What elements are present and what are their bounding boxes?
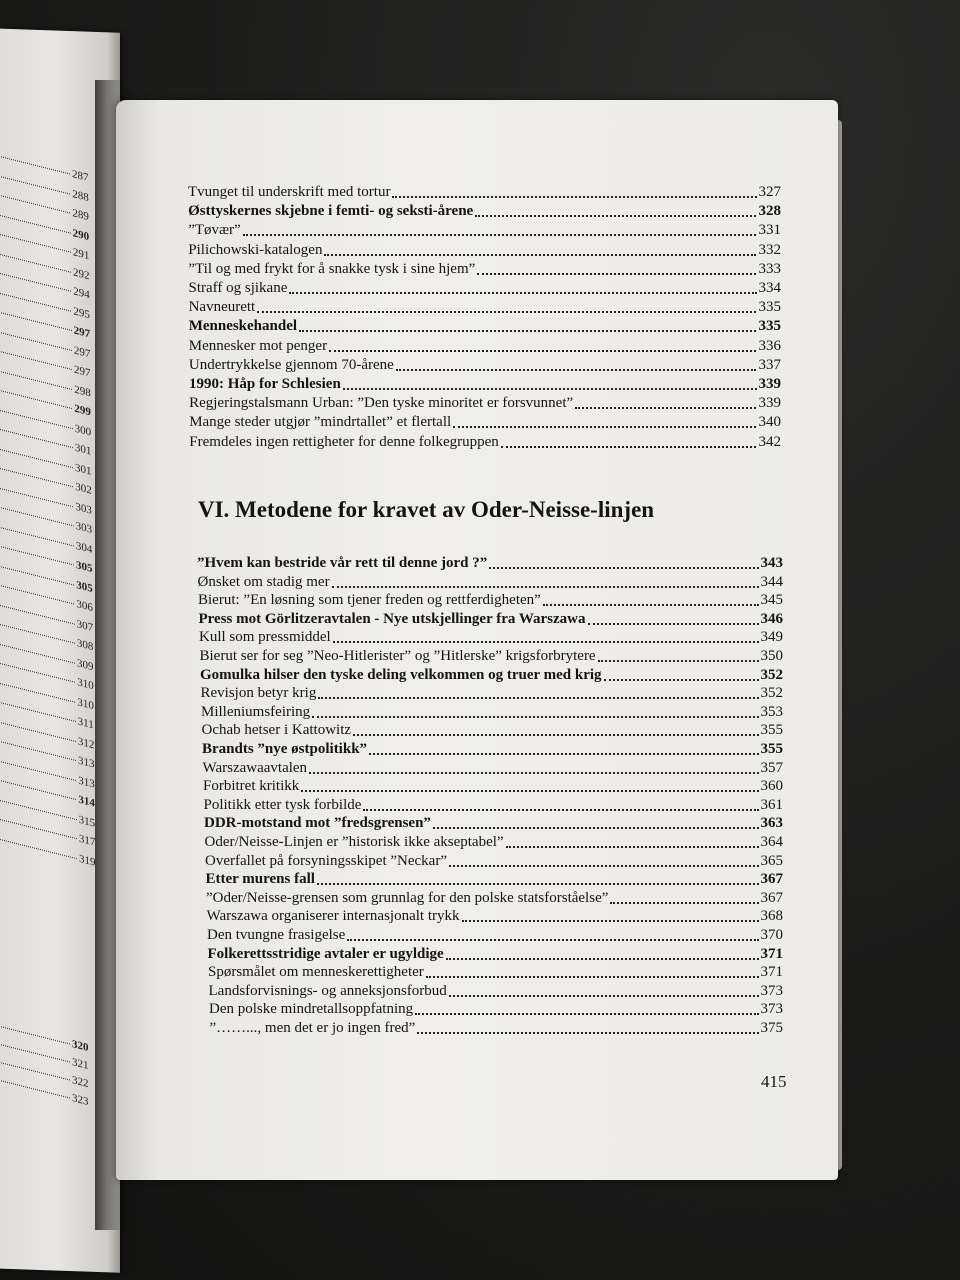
toc-entry-page: 375 bbox=[760, 1020, 783, 1036]
toc-entry-page: 340 bbox=[758, 414, 781, 431]
left-page-number: 299 bbox=[74, 402, 91, 419]
toc-entry bbox=[202, 739, 783, 759]
toc-entry-title: Oder/Neisse-Linjen er ”historisk ikke akseptabel” bbox=[204, 834, 504, 850]
left-page-number: 295 bbox=[73, 304, 90, 321]
toc-entry-title: Bierut: ”En løsning som tjener freden og rettferdigheten” bbox=[198, 592, 541, 609]
toc-entry-title: ”……..., men det er jo ingen fred” bbox=[209, 1020, 416, 1036]
toc-entry bbox=[188, 240, 781, 260]
toc-entry-page: 357 bbox=[760, 759, 783, 776]
dot-leader bbox=[604, 678, 759, 681]
toc-entry bbox=[199, 627, 783, 647]
toc-entry bbox=[189, 278, 782, 298]
left-page-number: 288 bbox=[72, 187, 89, 204]
dot-leader bbox=[312, 715, 758, 718]
toc-entry bbox=[189, 374, 781, 394]
toc-entry-title: Forbitret kritikk bbox=[203, 778, 300, 795]
toc-entry-page: 367 bbox=[760, 871, 783, 888]
toc-entry bbox=[207, 906, 784, 926]
left-page-number: 313 bbox=[78, 754, 95, 771]
dot-leader bbox=[610, 901, 758, 904]
dot-leader bbox=[257, 310, 756, 313]
left-page-number: 323 bbox=[72, 1091, 89, 1109]
toc-entry-page: 352 bbox=[760, 685, 783, 702]
toc-entry-page: 373 bbox=[760, 982, 783, 999]
toc-entry-page: 355 bbox=[760, 741, 783, 757]
toc-entry-page: 350 bbox=[760, 648, 783, 664]
toc-entry-title: Warszawaavtalen bbox=[202, 759, 308, 776]
dot-leader bbox=[309, 771, 758, 774]
toc-entry-title: Østtyskernes skjebne i femti- og seksti-årene bbox=[188, 203, 474, 220]
toc-entry bbox=[204, 795, 784, 815]
toc-entry-page: 349 bbox=[760, 629, 783, 646]
toc-entry-page: 344 bbox=[760, 573, 783, 590]
left-page-number: 303 bbox=[75, 500, 92, 517]
left-page-number: 297 bbox=[74, 363, 91, 380]
left-page-number: 290 bbox=[72, 226, 90, 243]
toc-entry-page: 346 bbox=[760, 610, 783, 627]
toc-entry bbox=[200, 665, 783, 685]
left-page-number: 297 bbox=[73, 324, 91, 341]
toc-entry-title: Pilichowski-katalogen bbox=[188, 241, 323, 258]
toc-entry-title: Milleniumsfeiring bbox=[201, 703, 311, 720]
toc-entry-title: Brandts ”nye østpolitikk” bbox=[202, 741, 368, 757]
dot-leader bbox=[588, 622, 759, 625]
toc-entry bbox=[205, 832, 784, 852]
dot-leader bbox=[289, 291, 756, 294]
dot-leader bbox=[333, 640, 759, 643]
toc-entry-page: 339 bbox=[758, 376, 781, 392]
left-page-number: 315 bbox=[78, 813, 96, 830]
dot-leader bbox=[501, 445, 757, 448]
toc-entry-title: Warszawa organiserer internasjonalt trykk bbox=[206, 908, 460, 925]
dot-leader bbox=[449, 994, 759, 997]
toc-entry-title: DDR-motstand mot ”fredsgrensen” bbox=[204, 815, 431, 832]
left-page-number: 309 bbox=[77, 656, 94, 673]
dot-leader bbox=[426, 975, 759, 978]
toc-entry-page: 327 bbox=[758, 184, 781, 200]
dot-leader bbox=[324, 253, 756, 256]
left-page-number: 313 bbox=[78, 773, 95, 791]
toc-entry-page: 360 bbox=[760, 778, 783, 795]
toc-entry bbox=[189, 432, 781, 452]
dot-leader bbox=[453, 425, 756, 428]
toc-entry-page: 334 bbox=[758, 280, 781, 296]
toc-entry bbox=[210, 1018, 784, 1038]
toc-entry-page: 339 bbox=[758, 395, 781, 412]
dot-leader bbox=[299, 329, 756, 332]
toc-entry bbox=[188, 259, 781, 279]
left-page-number: 311 bbox=[77, 715, 94, 732]
dot-leader bbox=[301, 789, 758, 792]
left-page-number: 301 bbox=[74, 441, 92, 458]
toc-entry bbox=[203, 776, 783, 796]
toc-entry bbox=[201, 683, 784, 703]
left-page-number: 291 bbox=[72, 246, 90, 263]
left-page-number: 298 bbox=[74, 383, 91, 400]
page-number: 415 bbox=[761, 1072, 787, 1091]
toc-entry-title: Regjeringstalsmann Urban: ”Den tyske minoritet er forsvunnet” bbox=[189, 395, 574, 412]
toc-entry-title: Overfallet på forsyningsskipet ”Neckar” bbox=[205, 852, 447, 869]
toc-entry bbox=[188, 201, 781, 221]
toc-entry bbox=[209, 981, 784, 1001]
left-page-number: 320 bbox=[72, 1037, 89, 1055]
toc-entry bbox=[206, 869, 784, 889]
left-page-number: 294 bbox=[73, 285, 90, 302]
dot-leader bbox=[433, 826, 759, 829]
dot-leader bbox=[415, 1012, 758, 1015]
toc-entry-page: 333 bbox=[758, 260, 781, 277]
left-page-number: 310 bbox=[77, 676, 94, 693]
dot-leader bbox=[318, 696, 758, 699]
toc-entry bbox=[208, 962, 783, 982]
toc-entry-page: 335 bbox=[758, 299, 781, 316]
section-heading: VI. Metodene for kravet av Oder-Neisse-linjen bbox=[198, 497, 655, 522]
dot-leader bbox=[506, 845, 759, 848]
toc-entry-title: ”Oder/Neisse-grensen som grunnlag for den polske statsforståelse” bbox=[206, 889, 609, 906]
dot-leader bbox=[347, 938, 758, 941]
dot-leader bbox=[363, 808, 758, 811]
toc-entry-title: Straff og sjikane bbox=[188, 280, 288, 296]
toc-entry-page: 337 bbox=[758, 356, 781, 373]
left-page-number: 322 bbox=[72, 1073, 89, 1091]
dot-leader bbox=[489, 566, 758, 569]
dot-leader bbox=[396, 368, 757, 371]
toc-entry-page: 370 bbox=[760, 927, 783, 943]
left-page-number: 317 bbox=[78, 832, 96, 849]
toc-entry bbox=[204, 813, 783, 833]
toc-entry-page: 363 bbox=[760, 815, 783, 832]
left-page-number: 300 bbox=[74, 422, 92, 439]
toc-entry-title: Politikk etter tysk forbilde bbox=[203, 796, 362, 813]
left-page-number: 307 bbox=[76, 617, 94, 634]
toc-entry bbox=[205, 851, 783, 871]
dot-leader bbox=[343, 387, 757, 390]
left-page-number: 302 bbox=[75, 480, 92, 497]
toc-entry-page: 331 bbox=[758, 222, 781, 239]
dot-leader bbox=[477, 272, 756, 275]
dot-leader bbox=[575, 406, 756, 409]
toc-entry-page: 335 bbox=[758, 318, 781, 335]
dot-leader bbox=[449, 864, 759, 867]
toc-entry bbox=[202, 720, 784, 740]
toc-entry-page: 353 bbox=[760, 703, 783, 720]
toc-entry-page: 343 bbox=[760, 555, 783, 571]
left-page-number: 297 bbox=[73, 343, 91, 361]
left-page-number: 308 bbox=[76, 637, 94, 654]
toc-entry-title: ”Hvem kan bestride vår rett til denne jord ?” bbox=[197, 555, 488, 571]
toc-entry bbox=[203, 758, 784, 778]
toc-entry-page: 361 bbox=[760, 796, 783, 813]
toc-entry-title: Kull som pressmiddel bbox=[199, 629, 331, 646]
left-page-number: 304 bbox=[75, 539, 93, 556]
toc-entry-title: Bierut ser for seg ”Neo-Hitlerister” og ”Hitlerske” krigsforbrytere bbox=[199, 648, 596, 664]
toc-entry-page: 373 bbox=[760, 1001, 783, 1018]
toc-entry bbox=[207, 925, 783, 945]
dot-leader bbox=[369, 752, 758, 755]
dot-leader bbox=[329, 349, 756, 352]
toc-entry-page: 368 bbox=[760, 908, 783, 925]
toc-entry bbox=[189, 336, 781, 356]
toc-entry bbox=[208, 944, 784, 964]
toc-entry bbox=[198, 572, 784, 592]
toc-entry-page: 371 bbox=[760, 964, 783, 981]
left-page-number: 314 bbox=[78, 793, 95, 810]
dot-leader bbox=[332, 585, 759, 588]
toc-entry-title: Press mot Görlitzeravtalen - Nye utskjellinger fra Warszawa bbox=[198, 610, 586, 627]
toc-entry-page: 336 bbox=[758, 337, 781, 354]
toc-entry-title: Folkerettsstridige avtaler er ugyldige bbox=[207, 945, 444, 962]
toc-entry-page: 342 bbox=[758, 433, 781, 450]
dot-leader bbox=[392, 195, 756, 198]
toc-entry bbox=[189, 297, 781, 317]
toc-entry-page: 371 bbox=[760, 945, 783, 962]
toc-entry-title: Mange steder utgjør ”mindrtallet” et flertall bbox=[189, 414, 452, 431]
dot-leader bbox=[446, 957, 759, 960]
toc-entry bbox=[209, 999, 783, 1019]
toc-entry-page: 364 bbox=[760, 834, 783, 850]
toc-entry-page: 367 bbox=[760, 889, 783, 906]
toc-entry-title: Fremdeles ingen rettigheter for denne folkegruppen bbox=[189, 433, 499, 450]
left-page-number: 310 bbox=[77, 695, 94, 712]
toc-entry bbox=[188, 220, 781, 240]
dot-leader bbox=[417, 1031, 758, 1034]
toc-entry-title: Den tvungne frasigelse bbox=[207, 927, 346, 943]
toc-entry bbox=[189, 412, 781, 432]
toc-entry-title: Landsforvisnings- og anneksjonsforbud bbox=[208, 982, 447, 999]
left-page-number: 305 bbox=[76, 558, 93, 576]
left-page-number: 321 bbox=[72, 1055, 89, 1073]
toc-entry-title: ”Til og med frykt for å snakke tysk i sine hjem” bbox=[188, 260, 476, 277]
toc-entry-title: Etter murens fall bbox=[205, 871, 315, 888]
toc-entry bbox=[189, 393, 781, 413]
dot-leader bbox=[543, 603, 759, 606]
toc-entry-page: 345 bbox=[760, 592, 783, 609]
toc-entry bbox=[200, 646, 784, 666]
left-page-number: 319 bbox=[79, 852, 96, 869]
toc-entry-page: 355 bbox=[760, 722, 783, 739]
toc-entry-title: Navneurett bbox=[188, 299, 256, 316]
left-page-number: 301 bbox=[75, 461, 92, 478]
toc-entry bbox=[188, 182, 781, 202]
left-page-number: 312 bbox=[77, 734, 95, 752]
toc-entry-title: Revisjon betyr krig bbox=[200, 685, 317, 702]
toc-entry-title: Ochab hetser i Kattowitz bbox=[201, 722, 352, 739]
toc-entry-title: Menneskehandel bbox=[188, 318, 298, 335]
left-page-number: 305 bbox=[76, 578, 93, 595]
toc-entry-title: Ønsket om stadig mer bbox=[197, 573, 330, 590]
toc-entry-title: ”Tøvær” bbox=[188, 222, 241, 239]
toc-entry-page: 352 bbox=[760, 666, 783, 683]
dot-leader bbox=[598, 659, 759, 662]
dot-leader bbox=[353, 733, 758, 736]
toc-entry bbox=[197, 553, 783, 573]
toc-entry-title: Mennesker mot penger bbox=[188, 337, 328, 354]
toc-entry bbox=[199, 609, 784, 629]
left-page-number: 303 bbox=[75, 519, 93, 536]
toc-entry bbox=[201, 702, 783, 722]
toc-entry-page: 328 bbox=[758, 203, 781, 220]
dot-leader bbox=[243, 233, 757, 236]
toc-entry bbox=[189, 316, 781, 336]
left-page-number: 306 bbox=[76, 598, 93, 615]
left-page-number: 292 bbox=[73, 265, 90, 282]
dot-leader bbox=[462, 919, 759, 922]
left-page-number: 287 bbox=[72, 167, 89, 185]
toc-entry-title: Gomulka hilser den tyske deling velkommen og truer med krig bbox=[200, 666, 602, 683]
toc-entry-page: 332 bbox=[758, 241, 781, 258]
toc-entry bbox=[198, 590, 783, 610]
toc-entry-title: Tvunget til underskrift med tortur bbox=[188, 184, 391, 200]
toc-entry-title: Den polske mindretallsoppfatning bbox=[209, 1001, 414, 1018]
toc-entry bbox=[189, 355, 781, 375]
toc-entry-page: 365 bbox=[760, 852, 783, 869]
left-page-number: 289 bbox=[72, 207, 89, 224]
toc-entry-title: Spørsmålet om menneskerettigheter bbox=[208, 964, 424, 981]
dot-leader bbox=[475, 214, 756, 217]
toc-entry bbox=[206, 888, 783, 908]
dot-leader bbox=[317, 882, 759, 885]
toc-entry-title: 1990: Håp for Schlesien bbox=[189, 376, 341, 392]
toc-entry-title: Undertrykkelse gjennom 70-årene bbox=[188, 356, 394, 373]
